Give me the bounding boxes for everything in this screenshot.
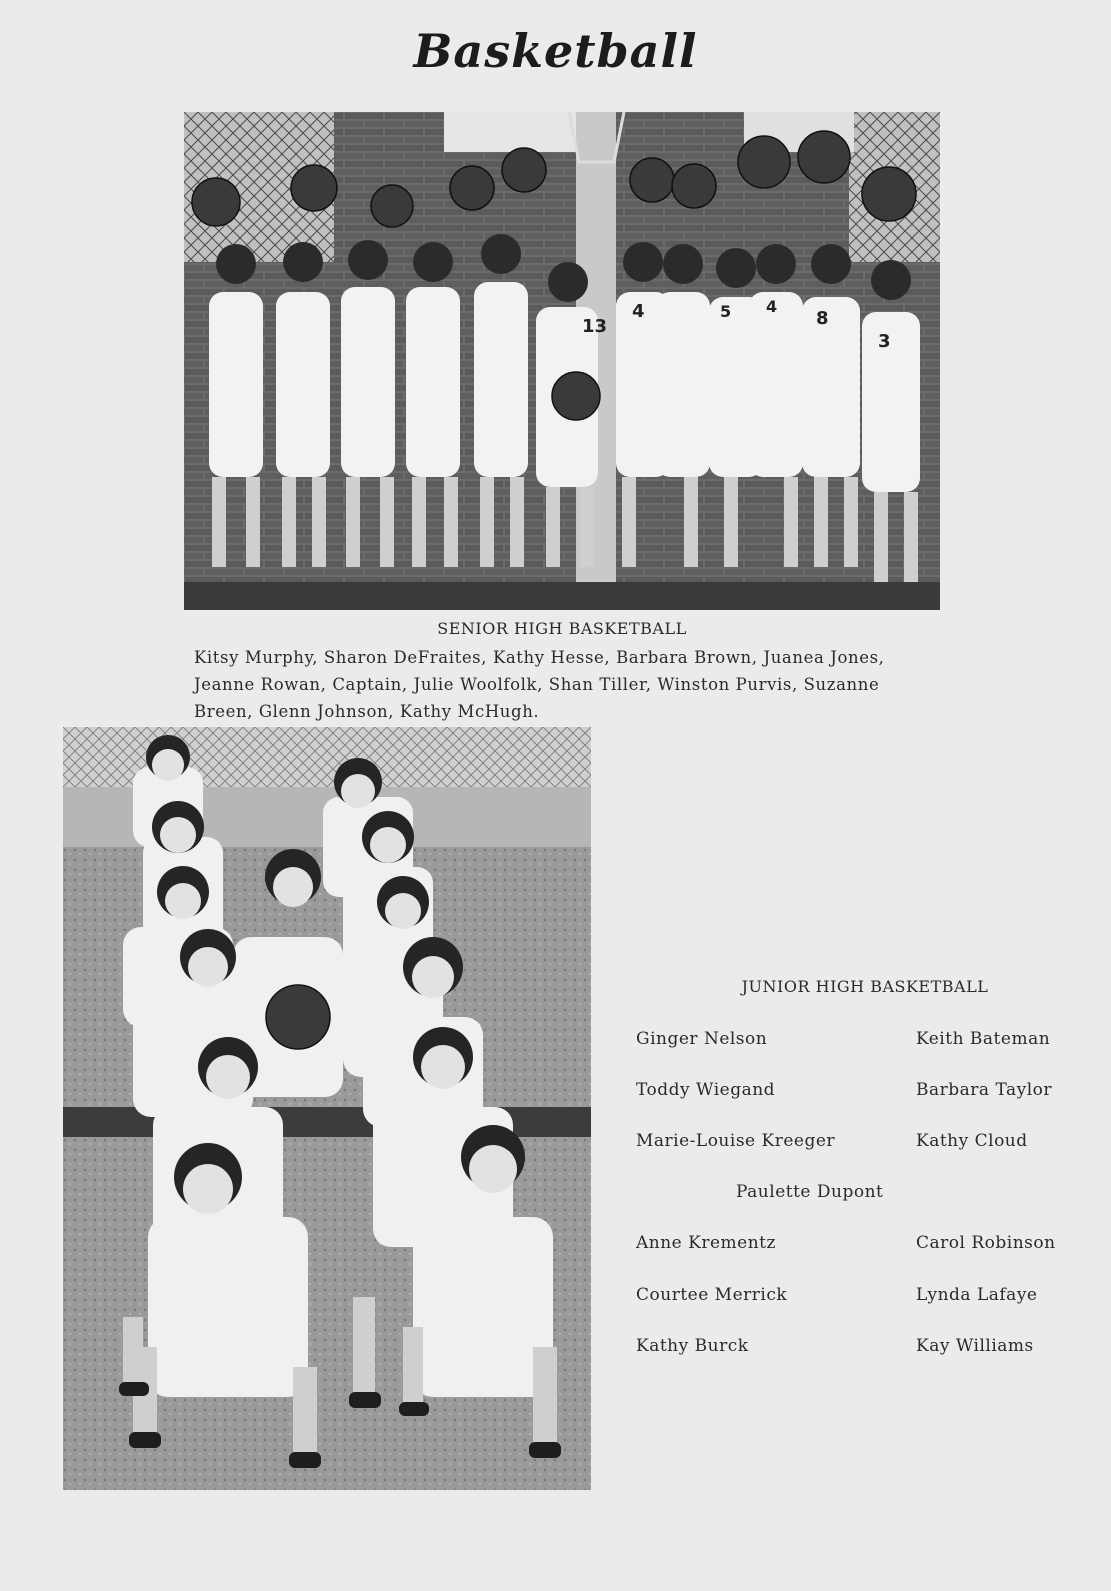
junior-heading: JUNIOR HIGH BASKETBALL: [741, 977, 989, 996]
junior-roster-name: Kathy Cloud: [916, 1131, 1028, 1151]
junior-team-photo: [63, 727, 591, 1490]
junior-roster-name: Keith Bateman: [916, 1029, 1051, 1049]
basketball: [266, 985, 330, 1049]
page-title: Basketball: [413, 24, 698, 78]
junior-roster-name: Kay Williams: [916, 1336, 1034, 1356]
junior-roster-name: Toddy Wiegand: [636, 1080, 776, 1100]
jersey-number: 3: [878, 331, 891, 352]
jersey-number: 4: [766, 297, 778, 316]
junior-roster-name: Anne Krementz: [636, 1233, 776, 1253]
junior-roster-name: Ginger Nelson: [636, 1029, 768, 1049]
jersey-number: 5: [720, 302, 732, 321]
junior-roster-name: Lynda Lafaye: [916, 1285, 1038, 1305]
junior-roster-name: Paulette Dupont: [736, 1182, 884, 1202]
junior-roster-name: Kathy Burck: [636, 1336, 749, 1356]
senior-caption-heading: SENIOR HIGH BASKETBALL: [437, 619, 687, 638]
jersey-number: 13: [582, 316, 608, 337]
jersey-number: 8: [816, 308, 829, 329]
senior-caption-names: Kitsy Murphy, Sharon DeFraites, Kathy Hesse, Barbara Brown, Juanea Jones, Jeanne Rowan, Captain, Julie Woolfolk, Shan Tiller, Winston Purvis, Suzanne Breen, Glenn Johnson, Kathy McHugh.: [194, 648, 885, 721]
senior-team-photo: [184, 112, 940, 610]
junior-roster-name: Barbara Taylor: [916, 1080, 1052, 1100]
jersey-number: 4: [632, 301, 645, 322]
junior-roster-name: Carol Robinson: [916, 1233, 1056, 1253]
junior-roster-name: Marie-Louise Kreeger: [636, 1131, 836, 1151]
junior-roster-name: Courtee Merrick: [636, 1285, 788, 1305]
